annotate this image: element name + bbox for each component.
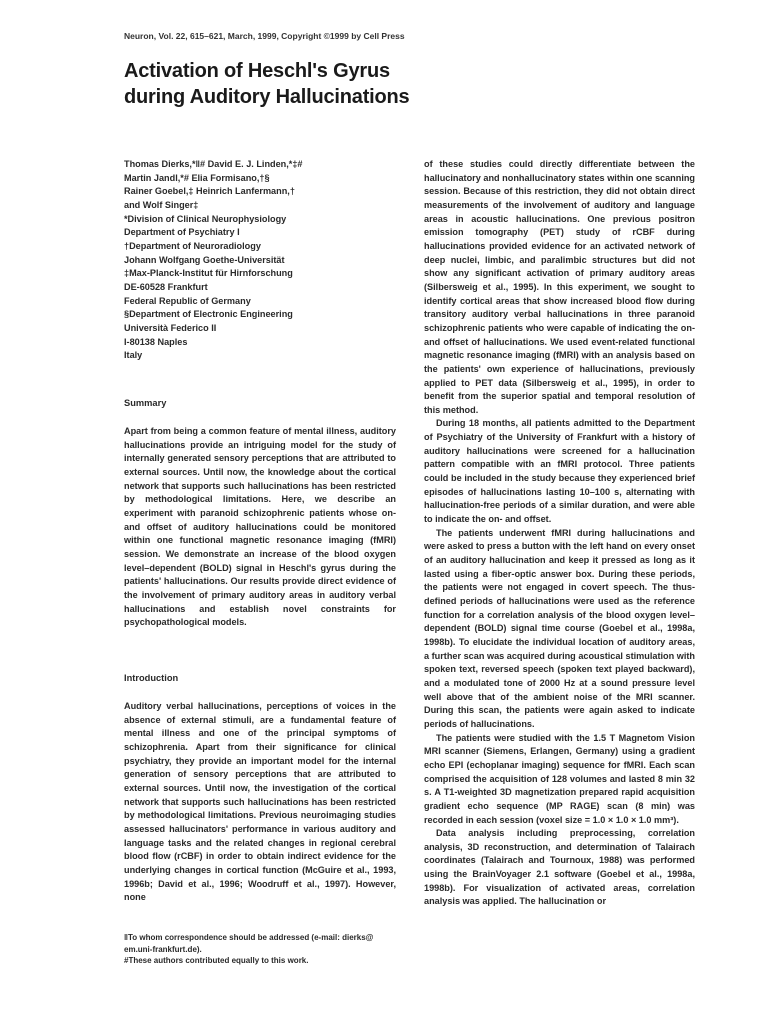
article-title [124,58,684,110]
affiliation-line: §Department of Electronic Engineering [124,309,293,320]
introduction-text [124,700,396,905]
body-paragraph: The patients underwent fMRI during hallucinations and were asked to press a button with the left hand on every onset of an auditory hallucination and keep it pressed as long as it lasted using a fiber-optic answer box. During these periods, the patients were not engaged in covert speech. The thus-defined periods of hallucinations were used as the reference function for a correlation analysis of the blood oxygen level–dependent (BOLD) signal time course (Goebel et al., 1998a, 1998b). To elucidate the individual location of auditory areas, a further scan was acquired during acoustical stimulation with spoken text, reversed speech (spoken text played backward), and a modulated tone of 2000 Hz at a sound pressure level well above that of the ambient noise of the MRI scanner. During this scan, the patients were again asked to indicate periods of hallucinations. [424,527,695,729]
summary-heading: Summary [124,398,167,408]
footnote-line: #These authors contributed equally to this work. [124,956,309,965]
affiliation-line: Department of Psychiatry I [124,227,240,238]
affiliation-line: Johann Wolfgang Goethe-Universität [124,254,285,265]
affiliation-line: Italy [124,350,143,361]
author-affiliations [124,158,396,363]
footnotes [124,932,396,967]
title-line: during Auditory Hallucinations [124,86,410,108]
affiliation-line: I-80138 Naples [124,336,188,347]
introduction-paragraph: Auditory verbal hallucinations, perceptions of voices in the absence of external stimuli, are a fundamental feature of mental illness and one of the principal symptoms of schizophrenia. Apart from their significance for clinical psychiatry, they provide an important model for the internal generation of sensory perceptions that are attributed to external sources. Until now, the investigation of the cortical network that supports such hallucinations has been restricted by methodological limitations. Previous neuroimaging studies assessed hallucinators' performance in various auditory and language tasks and the related changes in regional cerebral blood flow (rCBF) in order to obtain indirect evidence for the underlying changes in cortical function (McGuire et al., 1993, 1996b; David et al., 1996; Woodruff et al., 1997). However, none [124,701,396,903]
body-paragraph: of these studies could directly differentiate between the hallucinatory and nonhallucinatory states within one scanning session. Because of this restriction, they did not obtain direct measurements of the involvement of auditory and language areas in acoustic hallucinations. One previous positron emission tomography (PET) study of rCBF during hallucinations provided evidence for an activated network of deep nuclei, limbic, and paralimbic structures but did not show any significant activation of primary auditory areas (Silbersweig et al., 1995). In this experiment, we sought to identify cortical areas that show increased blood flow during transitory auditory verbal hallucinations in three paranoid schizophrenic patients who were capable of indicating the on- and offset of hallucinations. We used event-related functional magnetic resonance imaging (fMRI) with an analysis based on the patients' own experience of hallucinations, previously applied to PET data (Silbersweig et al., 1995), in order to benefit from the superior spatial and temporal resolution of this method. [424,159,695,415]
body-paragraph: Data analysis including preprocessing, correlation analysis, 3D reconstruction, and determination of Talairach coordinates (Talairach and Tournoux, 1988) was performed using the BrainVoyager 2.1 software (Goebel et al., 1998a, 1998b). For visualization of activated areas, correlation analysis was applied. The hallucination or [424,828,695,907]
affiliation-line: ‡Max-Planck-Institut für Hirnforschung [124,268,293,279]
body-paragraph: The patients were studied with the 1.5 T Magnetom Vision MRI scanner (Siemens, Erlangen, Germany) using a gradient echo EPI (echoplanar imaging) sequence for fMRI. Each scan comprised the acquisition of 128 volumes and lasted 8 min 32 s. A T1-weighted 3D magnetization prepared rapid acquisition gradient echo sequence (MP RAGE) scan (8 min) was recorded in each session (voxel size = 1.0 × 1.0 × 1.0 mm³). [424,732,695,825]
affiliation-line: †Department of Neuroradiology [124,240,261,251]
footnote-line: em.uni-frankfurt.de). [124,944,202,954]
body-paragraph: During 18 months, all patients admitted to the Department of Psychiatry of the University of Frankfurt with a history of auditory hallucinations were screened for a hallucination pattern compatible with an fMRI protocol. Three patients could be included in the study because they experienced brief episodes of hallucinations lasting 10–100 s, alternating with hallucination-free periods of a similar duration, and were able to indicate the on- and offset. [424,418,695,525]
affiliation-line: Università Federico II [124,322,217,333]
summary-text [124,425,396,630]
author-line: Thomas Dierks,*‖# David E. J. Linden,*‡# [124,159,303,169]
affiliation-line: Federal Republic of Germany [124,295,251,306]
affiliation-line: *Division of Clinical Neurophysiology [124,213,287,224]
title-line: Activation of Heschl's Gyrus [124,60,390,82]
footnote-line: ‖To whom correspondence should be addressed (e-mail: dierks@ [124,933,374,942]
introduction-heading: Introduction [124,673,179,683]
affiliation-line: DE-60528 Frankfurt [124,281,208,292]
author-line: Rainer Goebel,‡ Heinrich Lanfermann,† [124,186,295,197]
summary-paragraph: Apart from being a common feature of mental illness, auditory hallucinations provide an intriguing model for the study of internally generated sensory perceptions that are attributed to external sources. Until now, the knowledge about the cortical network that supports such hallucinations has been restricted by methodological limitations. Here, we describe an experiment with paranoid schizophrenic patients whose on- and offset of auditory hallucinations could be monitored within one functional magnetic resonance imaging (fMRI) session. We demonstrate an increase of the blood oxygen level–dependent (BOLD) signal in Heschl's gyrus during the patients' hallucinations. Our results provide direct evidence of the involvement of primary auditory areas in auditory verbal hallucinations and establish novel constraints for psychopathological models. [124,426,396,628]
author-line: and Wolf Singer‡ [124,199,199,210]
journal-header: Neuron, Vol. 22, 615–621, March, 1999, Copyright ©1999 by Cell Press [124,31,405,41]
right-column [424,158,695,909]
author-line: Martin Jandl,*# Elia Formisano,†§ [124,172,270,183]
